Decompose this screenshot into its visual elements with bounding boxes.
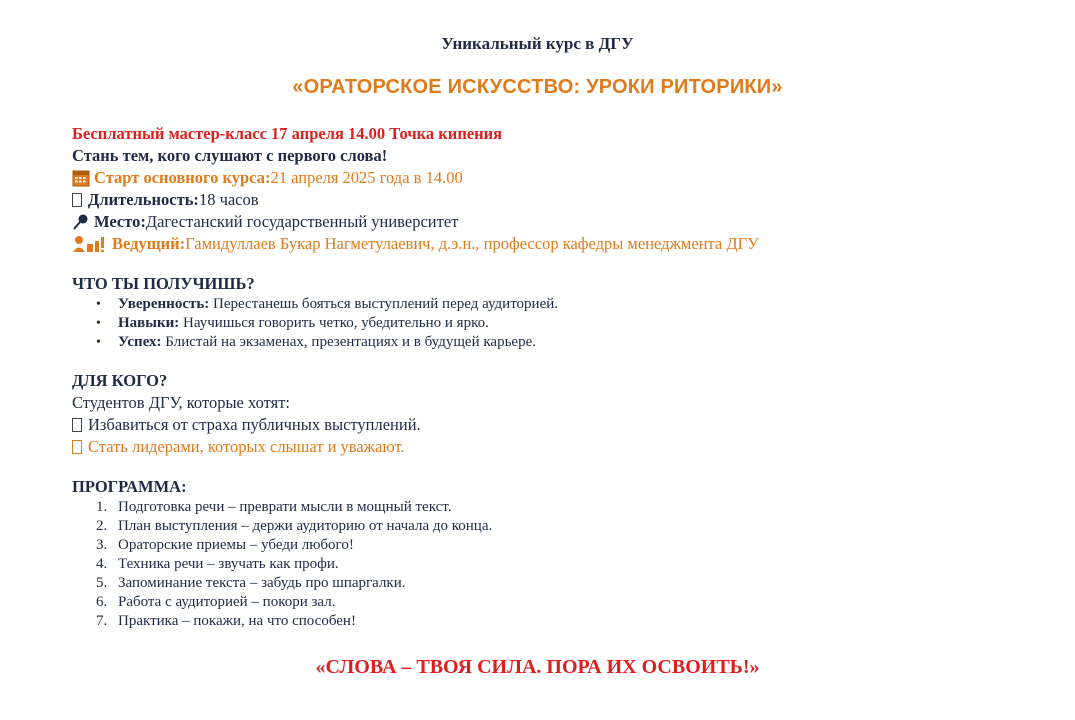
list-item: [96, 593, 1032, 612]
duration-label: Длительность:: [88, 190, 199, 209]
audience-item-text: Стать лидерами, которых слышат и уважают.: [88, 437, 405, 456]
program-item-text: План выступления – держи аудиторию от начала до конца.: [118, 518, 493, 534]
audience-heading: ДЛЯ КОГО?: [72, 371, 168, 390]
gain-item-label: Успех:: [118, 334, 162, 350]
host-value: Гамидуллаев Букар Нагметулаевич, д.э.н., профессор кафедры менеджмента ДГУ: [185, 234, 759, 253]
gain-list: [72, 295, 1032, 352]
program-item-number: 6.: [96, 594, 108, 610]
duration-info: [72, 189, 1032, 211]
program-item-number: 7.: [96, 613, 108, 629]
teacher-icon: [72, 235, 108, 253]
program-item-number: 1.: [96, 499, 108, 515]
pushpin-icon: [72, 213, 90, 231]
gain-heading: ЧТО ТЫ ПОЛУЧИШЬ?: [72, 274, 255, 293]
audience-item-text: Избавиться от страха публичных выступлений.: [88, 415, 421, 434]
program-heading: ПРОГРАММА:: [72, 477, 187, 496]
gain-item-label: Навыки:: [118, 315, 180, 331]
list-item: [96, 555, 1032, 574]
list-item: [118, 333, 1032, 352]
host-info: [72, 233, 1032, 255]
gain-item-text: Перестанешь бояться выступлений перед аудиторией.: [209, 296, 559, 312]
missing-glyph-icon: [72, 440, 82, 454]
audience-intro: Студентов ДГУ, которые хотят:: [72, 393, 291, 412]
gain-item-text: Научишься говорить четко, убедительно и ярко.: [179, 315, 489, 331]
program-item-text: Работа с аудиторией – покори зал.: [118, 594, 336, 610]
course-subtitle: Уникальный курс в ДГУ: [441, 34, 634, 53]
place-value: Дагестанский государственный университет: [145, 212, 459, 231]
list-item: [96, 498, 1032, 517]
audience-item: [72, 414, 1032, 436]
program-item-number: 4.: [96, 556, 108, 572]
place-label: Место:: [94, 212, 146, 231]
gain-item-label: Уверенность:: [118, 296, 210, 312]
tagline: Стань тем, кого слушают с первого слова!: [72, 146, 388, 165]
document-body: [72, 123, 1032, 631]
gain-item-text: Блистай на экзаменах, презентациях и в будущей карьере.: [161, 334, 536, 350]
list-item: [96, 536, 1032, 555]
host-label: Ведущий:: [112, 234, 186, 253]
missing-glyph-icon: [72, 418, 82, 432]
program-item-text: Техника речи – звучать как профи.: [118, 556, 339, 572]
course-title: «ОРАТОРСКОЕ ИСКУССТВО: УРОКИ РИТОРИКИ»: [292, 76, 783, 98]
list-item: [118, 295, 1032, 314]
start-info: [72, 167, 1032, 189]
list-item: [96, 517, 1032, 536]
calendar-icon: [72, 169, 90, 187]
duration-value: 18 часов: [198, 190, 259, 209]
program-item-number: 3.: [96, 537, 108, 553]
place-info: [72, 211, 1032, 233]
program-item-text: Практика – покажи, на что способен!: [118, 613, 356, 629]
masterclass-announcement: Бесплатный мастер-класс 17 апреля 14.00 Точка кипения: [72, 124, 503, 143]
closing-slogan: «СЛОВА – ТВОЯ СИЛА. ПОРА ИХ ОСВОИТЬ!»: [315, 656, 760, 678]
list-item: [96, 574, 1032, 593]
list-item: [118, 314, 1032, 333]
list-item: [96, 612, 1032, 631]
audience-item: [72, 436, 1032, 458]
program-item-number: 2.: [96, 518, 108, 534]
program-item-number: 5.: [96, 575, 108, 591]
program-item-text: Запоминание текста – забудь про шпаргалки.: [118, 575, 406, 591]
missing-glyph-icon: [72, 193, 82, 207]
program-list: [72, 498, 1032, 631]
program-item-text: Подготовка речи – преврати мысли в мощный текст.: [118, 499, 452, 515]
start-value: 21 апреля 2025 года в 14.00: [270, 168, 463, 187]
program-item-text: Ораторские приемы – убеди любого!: [118, 537, 354, 553]
start-label: Старт основного курса:: [94, 168, 271, 187]
